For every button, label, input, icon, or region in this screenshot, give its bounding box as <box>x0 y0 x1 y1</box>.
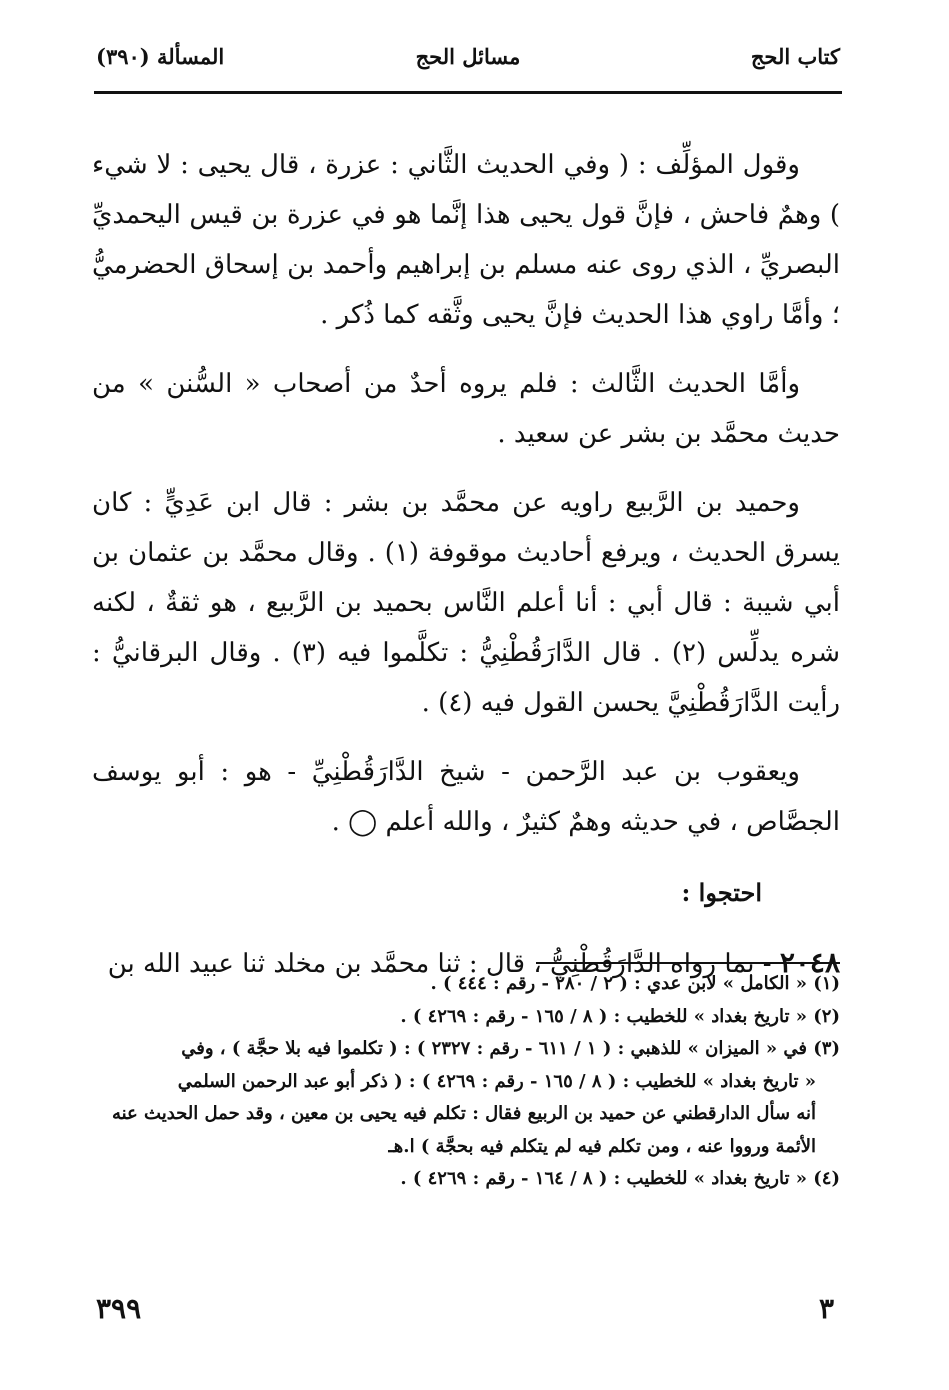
hadith-number: ٢٠٤٨ <box>779 946 840 979</box>
main-text <box>92 140 840 989</box>
paragraph-3: وحميد بن الرَّبيع راويه عن محمَّد بن بشر : قال ابن عَدِيٍّ : كان يسرق الحديث ، ويرفع أحاديث موقوفة (١) . وقال محمَّد بن عثمان بن أبي شيبة : قال أبي : أنا أعلم النَّاس بحميد بن الرَّبيع ، هو ثقةٌ ، لكنه شره يدلِّس (٢) . قال الدَّارَقُطْنِيُّ : تكلَّموا فيه (٣) . وقال البرقانيُّ : رأيت الدَّارَقُطْنِيَّ يحسن القول فيه (٤) . <box>92 488 840 718</box>
header-chapter-title: مسائل الحج <box>415 44 521 69</box>
page-number: ٣٩٩ <box>96 1292 142 1325</box>
footnotes <box>92 968 840 1196</box>
footnote-3-continuation: أنه سأل الدارقطني عن حميد بن الربيع فقال : تكلم فيه يحيى بن معين ، وقد حمل الحديث عنه <box>111 1103 816 1124</box>
paragraph-4: ويعقوب بن عبد الرَّحمن - شيخ الدَّارَقُطْنِيِّ - هو : أبو يوسف الجصَّاص ، في حديثه وهمٌ كثيرٌ ، والله أعلم ◯ . <box>92 757 840 837</box>
footnote-3-continuation: الأئمة ورووا عنه ، ومن تكلم فيه لم يتكلم فيه بحجَّة ) ا.هـ <box>388 1135 816 1157</box>
footnote-rule <box>536 962 840 964</box>
running-header <box>96 38 840 78</box>
footnote-3-continuation: « تاريخ بغداد » للخطيب : ( ٨ / ١٦٥ - رقم : ٤٢٦٩ ) : ( ذكر أبو عبد الرحمن السلمي <box>177 1070 816 1092</box>
footnote-4: (٤) « تاريخ بغداد » للخطيب : ( ٨ / ١٦٤ - رقم : ٤٢٦٩ ) . <box>400 1168 840 1189</box>
header-book-title: كتاب الحج <box>750 44 840 69</box>
hadith-text: - بما رواه الدَّارَقُطْنِيُّ ، قال : ثنا محمَّد بن مخلد ثنا عبيد الله بن <box>107 949 772 979</box>
header-rule <box>94 91 842 94</box>
footnote-3: (٣) في « الميزان » للذهبي : ( ١ / ٦١١ - رقم : ٢٣٢٧ ) : ( تكلموا فيه بلا حجَّة ) ، وفي <box>181 1038 840 1059</box>
page-footer <box>96 1292 840 1332</box>
footnote-1: (١) « الكامل » لابن عدي : ( ٢ / ٢٨٠ - رقم : ٤٤٤ ) . <box>430 973 840 994</box>
header-issue-number: المسألة (٣٩٠) <box>96 44 225 69</box>
paragraph-2: وأمَّا الحديث الثَّالث : فلم يروه أحدٌ من أصحاب « السُّنن » من حديث محمَّد بن بشر عن سعيد . <box>92 369 840 449</box>
volume-number: ٣ <box>818 1292 834 1325</box>
section-heading: احتجوا : <box>681 878 762 907</box>
paragraph-1: وقول المؤلِّف : ( وفي الحديث الثَّاني : عزرة ، قال يحيى : لا شيء ) وهمٌ فاحش ، فإنَّ قول يحيى هذا إنَّما هو في عزرة بن قيس اليحمديِّ البصريِّ ، الذي روى عنه مسلم بن إبراهيم وأحمد بن إسحاق الحضرميُّ ؛ وأمَّا راوي هذا الحديث فإنَّ يحيى وثَّقه كما ذُكر . <box>92 150 841 330</box>
footnote-2: (٢) « تاريخ بغداد » للخطيب : ( ٨ / ١٦٥ - رقم : ٤٢٦٩ ) . <box>400 1005 840 1027</box>
